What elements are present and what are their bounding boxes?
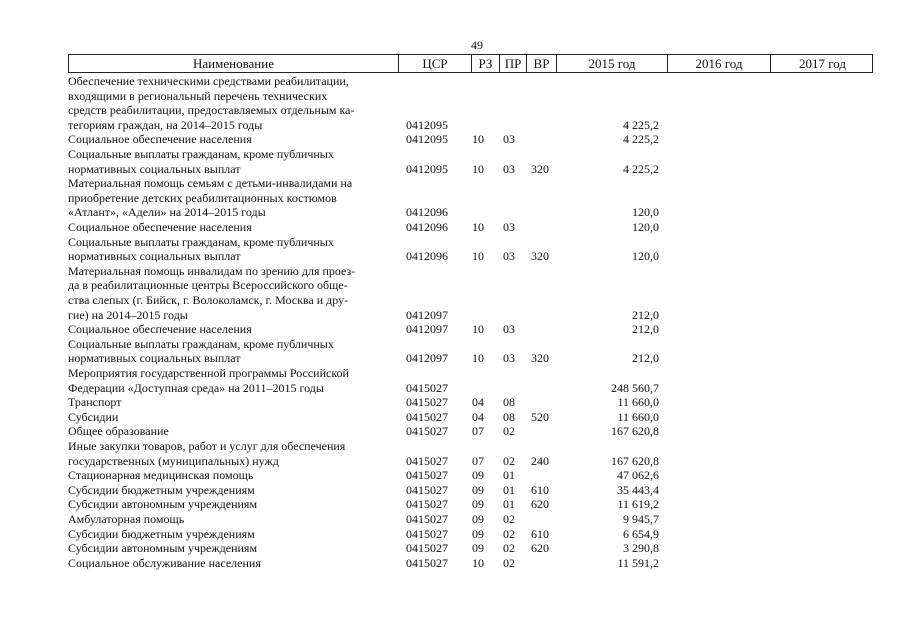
table-row — [0, 366, 905, 395]
row-value-2015: 3 290,8 — [623, 541, 659, 556]
row-csr: 0415027 — [406, 380, 448, 395]
table-row — [0, 74, 905, 132]
table-row — [0, 483, 905, 498]
table-row — [0, 176, 905, 220]
row-value-2015: 4 225,2 — [623, 117, 659, 132]
row-pr: 08 — [503, 409, 515, 424]
column-header-rz: РЗ — [471, 55, 499, 72]
row-rz: 10 — [472, 351, 484, 366]
row-rz: 04 — [472, 409, 484, 424]
column-header-vr: ВР — [526, 55, 556, 72]
row-vr: 620 — [531, 541, 549, 556]
row-name: Обеспечение техническими средствами реабилитации, входящими в региональный перечень технических средств реабилитации, предоставляемых отдельным ка- тегориям граждан, на 2014–2015 годы — [68, 74, 355, 132]
row-value-2015: 4 225,2 — [623, 132, 659, 147]
row-value-2015: 120,0 — [632, 205, 659, 220]
row-csr: 0412096 — [406, 249, 448, 264]
column-header-2016: 2016 год — [667, 55, 770, 72]
row-vr: 520 — [531, 409, 549, 424]
row-pr: 03 — [503, 249, 515, 264]
row-vr: 620 — [531, 497, 549, 512]
row-rz: 09 — [472, 512, 484, 526]
table-row — [0, 439, 905, 468]
row-pr: 02 — [503, 453, 515, 468]
row-csr: 0415027 — [406, 395, 448, 410]
row-rz: 09 — [472, 468, 484, 483]
row-csr: 0412095 — [406, 117, 448, 132]
row-csr: 0415027 — [406, 468, 448, 483]
row-name: Субсидии автономным учреждениям — [68, 541, 258, 556]
table-row — [0, 556, 905, 571]
row-pr: 01 — [503, 468, 515, 483]
row-pr: 02 — [503, 424, 515, 439]
row-csr: 0412097 — [406, 322, 448, 337]
table-row — [0, 264, 905, 322]
row-rz: 04 — [472, 395, 484, 410]
row-pr: 01 — [503, 497, 515, 512]
row-vr: 320 — [531, 249, 549, 264]
row-name: Социальное обеспечение населения — [68, 220, 252, 234]
row-name: Субсидии автономным учреждениям — [68, 497, 258, 512]
row-pr: 03 — [503, 161, 515, 176]
table-row — [0, 468, 905, 483]
row-csr: 0415027 — [406, 555, 448, 570]
row-value-2015: 11 619,2 — [617, 497, 659, 512]
row-value-2015: 35 443,4 — [617, 482, 659, 497]
row-pr: 01 — [503, 482, 515, 497]
row-rz: 07 — [472, 453, 484, 468]
column-header-csr: ЦСР — [398, 55, 471, 72]
row-value-2015: 11 591,2 — [617, 555, 659, 570]
row-vr: 320 — [531, 161, 549, 176]
row-rz: 07 — [472, 424, 484, 439]
table-row — [0, 337, 905, 366]
row-name: Иные закупки товаров, работ и услуг для обеспечения государственных (муниципальных) нужд — [68, 439, 346, 468]
page-number: 49 — [471, 38, 483, 52]
row-value-2015: 9 945,7 — [623, 512, 659, 526]
column-header-pr: ПР — [499, 55, 526, 72]
row-csr: 0415027 — [406, 409, 448, 424]
row-name: Мероприятия государственной программы Российской Федерации «Доступная среда» на 2011–2015 годы — [68, 366, 349, 395]
row-name: Субсидии бюджетным учреждениям — [68, 482, 255, 497]
row-csr: 0415027 — [406, 424, 448, 439]
row-name: Транспорт — [68, 395, 122, 410]
row-pr: 03 — [503, 351, 515, 366]
row-vr: 320 — [531, 351, 549, 366]
row-csr: 0415027 — [406, 512, 448, 526]
row-name: Социальное обеспечение населения — [68, 322, 252, 337]
row-rz: 10 — [472, 555, 484, 570]
row-name: Социальные выплаты гражданам, кроме публичных нормативных социальных выплат — [68, 234, 334, 264]
row-csr: 0415027 — [406, 482, 448, 497]
column-header-2017: 2017 год — [770, 55, 874, 72]
row-value-2015: 4 225,2 — [623, 161, 659, 176]
row-name: Социальные выплаты гражданам, кроме публичных нормативных социальных выплат — [68, 147, 334, 176]
row-rz: 09 — [472, 497, 484, 512]
row-value-2015: 212,0 — [632, 322, 659, 337]
table-row — [0, 497, 905, 512]
row-value-2015: 120,0 — [632, 220, 659, 234]
row-rz: 09 — [472, 526, 484, 541]
row-name: Общее образование — [68, 424, 169, 439]
row-value-2015: 6 654,9 — [623, 526, 659, 541]
column-header-2015: 2015 год — [556, 55, 667, 72]
row-rz: 10 — [472, 249, 484, 264]
row-rz: 10 — [472, 132, 484, 147]
row-name: Субсидии — [68, 409, 119, 424]
row-pr: 03 — [503, 220, 515, 234]
row-value-2015: 248 560,7 — [611, 380, 659, 395]
row-pr: 02 — [503, 541, 515, 556]
row-name: Материальная помощь инвалидам по зрению для проез- да в реабилитационные центры Всероссийского обще- ства слепых (г. Бийск, г. Волоколамск, г. Москва и дру- гие) на 2014–2015 годы — [68, 263, 356, 322]
row-csr: 0412096 — [406, 205, 448, 220]
row-pr: 03 — [503, 132, 515, 147]
table-row — [0, 541, 905, 556]
table-row — [0, 410, 905, 425]
row-csr: 0412097 — [406, 307, 448, 322]
row-value-2015: 11 660,0 — [617, 409, 659, 424]
row-rz: 09 — [472, 541, 484, 556]
row-name: Субсидии бюджетным учреждениям — [68, 526, 255, 541]
row-value-2015: 47 062,6 — [617, 468, 659, 483]
row-csr: 0412095 — [406, 132, 448, 147]
table-row — [0, 424, 905, 439]
row-value-2015: 167 620,8 — [611, 424, 659, 439]
row-value-2015: 212,0 — [632, 351, 659, 366]
row-csr: 0415027 — [406, 541, 448, 556]
row-csr: 0412096 — [406, 220, 448, 234]
row-pr: 02 — [503, 512, 515, 526]
row-name: Материальная помощь семьям с детьми-инвалидами на приобретение детских реабилитационных костюмов «Атлант», «Адели» на 2014–2015 годы — [68, 176, 353, 220]
row-pr: 02 — [503, 555, 515, 570]
row-pr: 03 — [503, 322, 515, 337]
row-vr: 610 — [531, 526, 549, 541]
column-header-name: Наименование — [193, 56, 274, 71]
row-name: Амбулаторная помощь — [68, 512, 185, 526]
row-name: Социальные выплаты гражданам, кроме публичных нормативных социальных выплат — [68, 336, 334, 366]
table-row — [0, 395, 905, 410]
table-row — [0, 322, 905, 337]
table-row — [0, 512, 905, 527]
table-row — [0, 527, 905, 542]
row-csr: 0412095 — [406, 161, 448, 176]
row-csr: 0415027 — [406, 453, 448, 468]
row-value-2015: 120,0 — [632, 249, 659, 264]
row-rz: 10 — [472, 220, 484, 234]
row-value-2015: 212,0 — [632, 307, 659, 322]
row-vr: 240 — [531, 453, 549, 468]
row-pr: 02 — [503, 526, 515, 541]
row-name: Социальное обеспечение населения — [68, 132, 252, 147]
table-row — [0, 132, 905, 147]
row-csr: 0415027 — [406, 497, 448, 512]
row-rz: 09 — [472, 482, 484, 497]
row-csr: 0412097 — [406, 351, 448, 366]
row-name: Стационарная медицинская помощь — [68, 468, 254, 483]
row-rz: 10 — [472, 161, 484, 176]
row-value-2015: 167 620,8 — [611, 453, 659, 468]
table-row — [0, 147, 905, 176]
row-name: Социальное обслуживание населения — [68, 555, 261, 570]
table-row — [0, 220, 905, 235]
row-value-2015: 11 660,0 — [617, 395, 659, 410]
row-csr: 0415027 — [406, 526, 448, 541]
row-rz: 10 — [472, 322, 484, 337]
table-row — [0, 235, 905, 264]
row-pr: 08 — [503, 395, 515, 410]
row-vr: 610 — [531, 482, 549, 497]
